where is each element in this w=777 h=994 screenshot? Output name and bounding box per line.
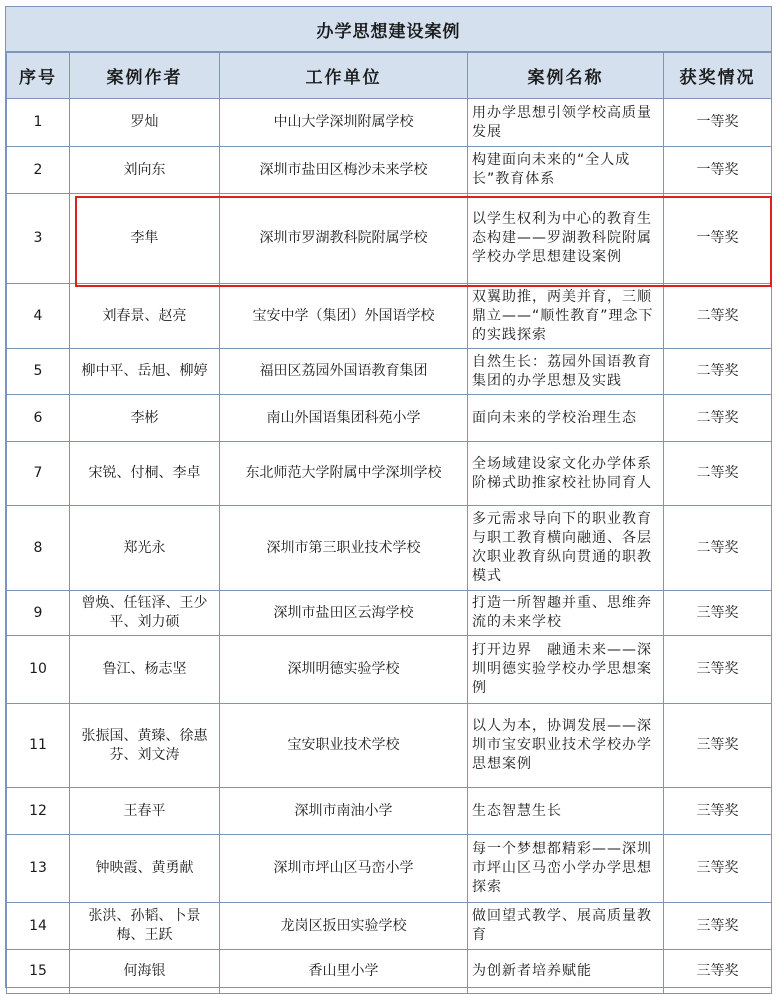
- cell-unit: 南山外国语集团科苑小学: [220, 395, 468, 442]
- header-no: 序号: [7, 53, 70, 99]
- cell-case-name: 用办学思想引领学校高质量发展: [468, 99, 664, 147]
- table-row: [7, 99, 772, 147]
- table-row: [7, 349, 772, 395]
- cell-case-name: 为创新者培养赋能: [468, 950, 664, 994]
- cell-unit: 深圳市南油小学: [220, 788, 468, 835]
- cell-unit: 深圳市坪山区马峦小学: [220, 835, 468, 903]
- cell-unit: 香山里小学: [220, 950, 468, 994]
- cell-unit: 龙岗区扳田实验学校: [220, 903, 468, 950]
- cell-award: 三等奖: [664, 950, 772, 994]
- cell-no: 15: [7, 950, 70, 994]
- cell-award: 三等奖: [664, 591, 772, 636]
- cell-no: 12: [7, 788, 70, 835]
- cell-no: 8: [7, 506, 70, 591]
- cell-no: 14: [7, 903, 70, 950]
- table-row: [7, 147, 772, 194]
- table-row: [7, 835, 772, 903]
- cell-award: 三等奖: [664, 788, 772, 835]
- cell-unit: 东北师范大学附属中学深圳学校: [220, 442, 468, 506]
- cell-author: 柳中平、岳旭、柳婷: [70, 349, 220, 395]
- cell-no: 5: [7, 349, 70, 395]
- cell-award: 二等奖: [664, 506, 772, 591]
- cell-case-name: 以人为本，协调发展——深圳市宝安职业技术学校办学思想案例: [468, 704, 664, 788]
- cell-award: 一等奖: [664, 147, 772, 194]
- cell-author: 刘向东: [70, 147, 220, 194]
- table-row: [7, 506, 772, 591]
- cell-no: 6: [7, 395, 70, 442]
- cell-author: 曾焕、任钰泽、王少平、刘力硕: [70, 591, 220, 636]
- cell-case-name: 打开边界 融通未来——深圳明德实验学校办学思想案例: [468, 636, 664, 704]
- cell-unit: 深圳市盐田区梅沙未来学校: [220, 147, 468, 194]
- cell-author: 张振国、黄臻、徐惠芬、刘文涛: [70, 704, 220, 788]
- cell-no: 10: [7, 636, 70, 704]
- cell-case-name: 生态智慧生长: [468, 788, 664, 835]
- cell-case-name: 以学生权利为中心的教育生态构建——罗湖教科院附属学校办学思想建设案例: [468, 194, 664, 284]
- cell-award: 二等奖: [664, 284, 772, 349]
- cell-author: 李隼: [70, 194, 220, 284]
- cell-author: 张洪、孙韬、卜景梅、王跃: [70, 903, 220, 950]
- case-table-sheet: [5, 6, 772, 988]
- cell-case-name: 自然生长：荔园外国语教育集团的办学思想及实践: [468, 349, 664, 395]
- cell-unit: 深圳明德实验学校: [220, 636, 468, 704]
- header-unit: 工作单位: [220, 53, 468, 99]
- cell-author: 王春平: [70, 788, 220, 835]
- cell-award: 三等奖: [664, 636, 772, 704]
- cell-unit: 宝安职业技术学校: [220, 704, 468, 788]
- cell-no: 4: [7, 284, 70, 349]
- cell-author: 郑光永: [70, 506, 220, 591]
- cell-case-name: 每一个梦想都精彩——深圳市坪山区马峦小学办学思想探索: [468, 835, 664, 903]
- cell-case-name: 双翼助推，两美并育，三顺鼎立——“顺性教育”理念下的实践探索: [468, 284, 664, 349]
- cell-award: 三等奖: [664, 704, 772, 788]
- cell-author: 刘春景、赵亮: [70, 284, 220, 349]
- cell-no: 1: [7, 99, 70, 147]
- table-row: [7, 788, 772, 835]
- cell-case-name: 做回望式教学、展高质量教育: [468, 903, 664, 950]
- table-row: [7, 284, 772, 349]
- cell-unit: 福田区荔园外国语教育集团: [220, 349, 468, 395]
- cell-author: 鲁江、杨志坚: [70, 636, 220, 704]
- cell-author: 李彬: [70, 395, 220, 442]
- table-row: [7, 704, 772, 788]
- cell-case-name: 面向未来的学校治理生态: [468, 395, 664, 442]
- cell-award: 二等奖: [664, 395, 772, 442]
- cell-author: 何海银: [70, 950, 220, 994]
- cell-author: 钟映霞、黄勇献: [70, 835, 220, 903]
- cell-unit: 深圳市第三职业技术学校: [220, 506, 468, 591]
- header-award: 获奖情况: [664, 53, 772, 99]
- cell-award: 二等奖: [664, 349, 772, 395]
- cell-case-name: 多元需求导向下的职业教育与职工教育横向融通、各层次职业教育纵向贯通的职教模式: [468, 506, 664, 591]
- table-row: [7, 591, 772, 636]
- table-row: [7, 950, 772, 994]
- cell-no: 3: [7, 194, 70, 284]
- cell-no: 2: [7, 147, 70, 194]
- cell-no: 7: [7, 442, 70, 506]
- cell-unit: 中山大学深圳附属学校: [220, 99, 468, 147]
- cell-case-name: 打造一所智趣并重、思维奔流的未来学校: [468, 591, 664, 636]
- cell-case-name: 全场域建设家文化办学体系阶梯式助推家校社协同育人: [468, 442, 664, 506]
- cell-award: 一等奖: [664, 99, 772, 147]
- cell-author: 宋锐、付桐、李卓: [70, 442, 220, 506]
- cell-award: 三等奖: [664, 903, 772, 950]
- header-author: 案例作者: [70, 53, 220, 99]
- cell-no: 13: [7, 835, 70, 903]
- header-row: [7, 53, 772, 99]
- cell-award: 二等奖: [664, 442, 772, 506]
- cell-unit: 宝安中学（集团）外国语学校: [220, 284, 468, 349]
- table-title: 办学思想建设案例: [6, 7, 771, 52]
- table-row: [7, 636, 772, 704]
- cell-no: 11: [7, 704, 70, 788]
- cell-award: 三等奖: [664, 835, 772, 903]
- cell-author: 罗灿: [70, 99, 220, 147]
- cell-case-name: 构建面向未来的“全人成长”教育体系: [468, 147, 664, 194]
- case-table: [6, 52, 772, 994]
- header-case-name: 案例名称: [468, 53, 664, 99]
- table-row: [7, 903, 772, 950]
- cell-unit: 深圳市盐田区云海学校: [220, 591, 468, 636]
- table-row: [7, 442, 772, 506]
- table-row: [7, 395, 772, 442]
- table-row: [7, 194, 772, 284]
- cell-unit: 深圳市罗湖教科院附属学校: [220, 194, 468, 284]
- cell-no: 9: [7, 591, 70, 636]
- cell-award: 一等奖: [664, 194, 772, 284]
